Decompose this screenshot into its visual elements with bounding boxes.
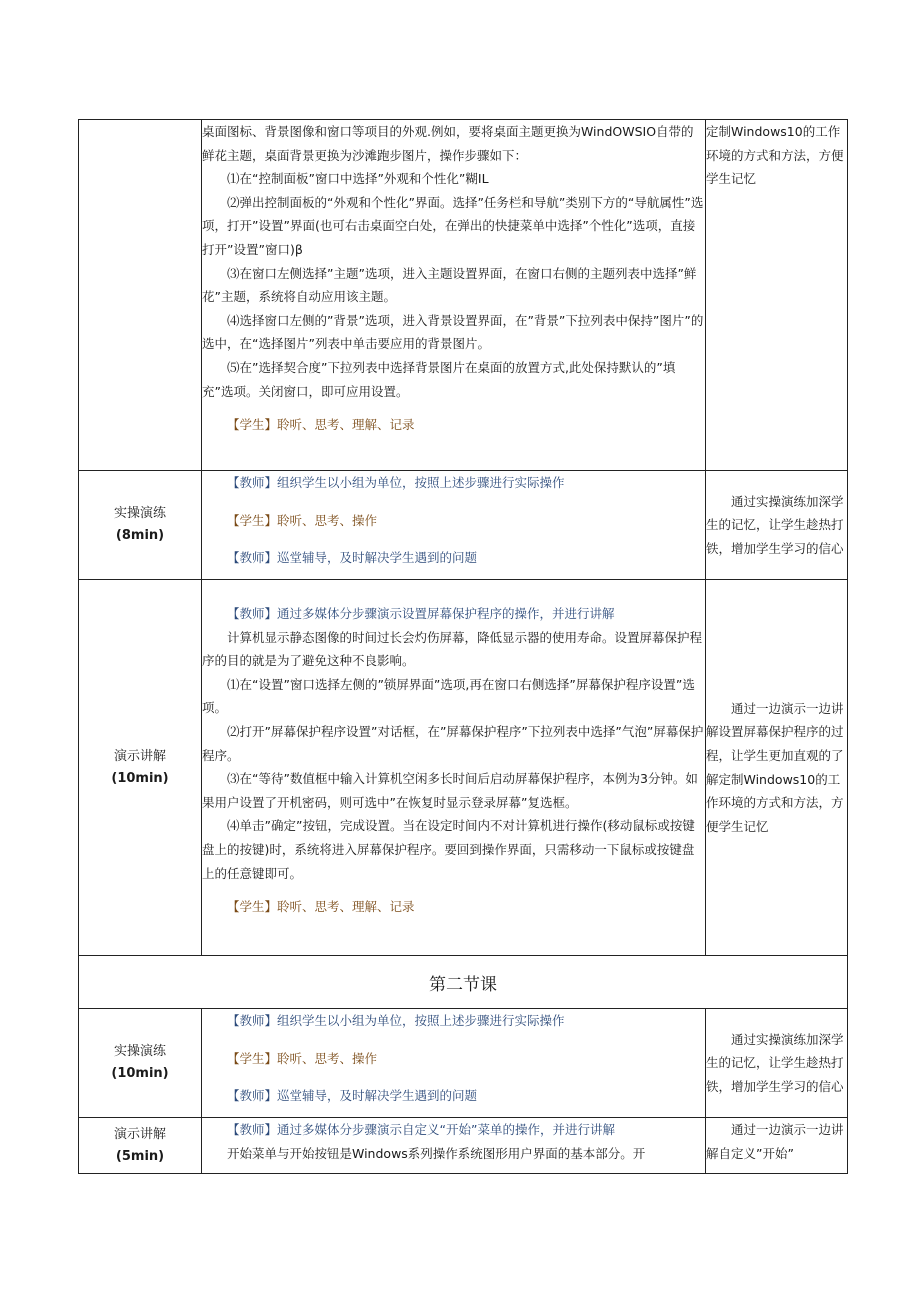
teacher-activity: 【教师】组织学生以小组为单位，按照上述步骤进行实际操作 bbox=[227, 475, 565, 490]
step-1: ⑴在“设置”窗口选择左侧的”锁屏界面”选项,再在窗口右侧选择”屏幕保护程序设置”选项。 bbox=[202, 676, 695, 716]
step-3: ⑶在“等待”数值框中输入计算机空闲多长时间后启动屏幕保护程序，本例为3分钟。如果用户设置了开机密码，则可选中”在恢复时显示登录屏幕”复选框。 bbox=[202, 771, 698, 810]
stage-duration: (10min) bbox=[111, 770, 169, 786]
student-activity: 【学生】聆听、思考、操作 bbox=[227, 1050, 378, 1066]
teacher-activity: 【教师】通过多媒体分步骤演示自定义“开始”菜单的操作，并进行讲解 bbox=[227, 1122, 615, 1137]
teacher-activity: 【教师】巡堂辅导，及时解决学生遇到的问题 bbox=[227, 550, 478, 566]
stage-duration: (10min) bbox=[111, 1066, 169, 1081]
stage-duration: (5min) bbox=[115, 1148, 165, 1164]
step-2: ⑵打开”屏幕保护程序设置”对话框，在”屏幕保护程序”下拉列表中选择”气泡”屏幕保护程序。 bbox=[202, 723, 704, 763]
teacher-activity: 【教师】巡堂辅导，及时解决学生遇到的问题 bbox=[227, 1088, 478, 1104]
stage-duration: (8min) bbox=[115, 528, 165, 543]
aim-text: 通过一边演示一边讲解设置屏幕保护程序的过程，让学生更加直观的了解定制Windows10的工作环境的方式和方法，方便学生记忆 bbox=[706, 700, 844, 834]
aim-cell bbox=[706, 471, 848, 580]
stage-label: 实操演练 bbox=[113, 1044, 166, 1059]
step-5: ⑸在”选择契合度”下拉列表中选择背景图片在桌面的放置方式,此处保持默认的”填充”选项。关闭窗口，即可应用设置。 bbox=[202, 359, 676, 399]
stage-cell bbox=[79, 1009, 202, 1118]
aim-text: 通过实操演练加深学生的记忆，让学生趁热打铁，增加学生学习的信心 bbox=[706, 1031, 844, 1094]
teacher-activity: 【教师】组织学生以小组为单位，按照上述步骤进行实际操作 bbox=[227, 1013, 565, 1028]
aim-cell bbox=[706, 580, 848, 956]
content-cell bbox=[202, 1118, 706, 1174]
step-2: ⑵弹出控制面板的“外观和个性化”界面。选择”任务栏和导航”类别下方的“导航属性”选项，打开”设置”界面(也可右击桌面空白处，在弹出的快捷菜单中选择”个性化”选项，直接打开”设置”窗口)β bbox=[202, 194, 704, 257]
teacher-activity: 【教师】通过多媒体分步骤演示设置屏幕保护程序的操作，并进行讲解 bbox=[227, 606, 615, 621]
aim-cell bbox=[706, 120, 848, 471]
row-practice-2 bbox=[79, 1009, 848, 1118]
aim-text: 定制Windows10的工作环境的方式和方法，方便学生记忆 bbox=[706, 124, 844, 187]
step-4: ⑷单击”确定”按钮，完成设置。当在设定时间内不对计算机进行操作(移动鼠标或按键盘上的按键)时，系统将进入屏幕保护程序。要回到操作界面，只需移动一下鼠标或按键盘上的任意键即可。 bbox=[202, 818, 695, 881]
step-3: ⑶在窗口左侧选择”主题”选项，进入主题设置界面，在窗口右侧的主题列表中选择”鲜花”主题，系统将自动应用该主题。 bbox=[202, 265, 697, 305]
student-activity: 【学生】聆听、思考、理解、记录 bbox=[227, 899, 415, 915]
section-title: 第二节课 bbox=[79, 956, 848, 1009]
row-demo-screensaver bbox=[79, 580, 848, 956]
stage-cell-empty bbox=[79, 120, 202, 471]
content-cell bbox=[202, 120, 706, 471]
stage-cell bbox=[79, 471, 202, 580]
aim-cell bbox=[706, 1009, 848, 1118]
content-paragraph: 开始菜单与开始按钮是Windows系列操作系统图形用户界面的基本部分。开 bbox=[227, 1145, 646, 1161]
lesson-plan-table bbox=[78, 119, 848, 1174]
stage-cell bbox=[79, 1118, 202, 1174]
stage-label: 演示讲解 bbox=[113, 748, 166, 764]
aim-cell bbox=[706, 1118, 848, 1174]
step-1: ⑴在“控制面板”窗口中选择”外观和个性化”糊IL bbox=[227, 171, 489, 187]
stage-label: 演示讲解 bbox=[113, 1126, 166, 1142]
content-cell bbox=[202, 471, 706, 580]
aim-text: 通过一边演示一边讲解自定义”开始” bbox=[706, 1122, 844, 1161]
row-practice-1 bbox=[79, 471, 848, 580]
content-cell bbox=[202, 580, 706, 956]
stage-label: 实操演练 bbox=[113, 506, 166, 521]
aim-text: 通过实操演练加深学生的记忆，让学生趁热打铁，增加学生学习的信心 bbox=[706, 493, 844, 556]
stage-cell bbox=[79, 580, 202, 956]
step-4: ⑷选择窗口左侧的”背景”选项，进入背景设置界面，在”背景”下拉列表中保持”图片”的选中，在“选择图片”列表中单击要应用的背景图片。 bbox=[202, 312, 704, 352]
content-paragraph: 桌面图标、背景图像和窗口等项目的外观.例如，要将桌面主题更换为WindOWSIO自带的鲜花主题，桌面背景更换为沙滩跑步图片，操作步骤如下： bbox=[202, 124, 694, 163]
row-theme-setup bbox=[79, 120, 848, 471]
content-cell bbox=[202, 1009, 706, 1118]
row-demo-start-menu bbox=[79, 1118, 848, 1174]
content-paragraph: 计算机显示静态图像的时间过长会灼伤屏幕，降低显示器的使用寿命。设置屏幕保护程序的目的就是为了避免这种不良影响。 bbox=[202, 629, 703, 669]
student-activity: 【学生】聆听、思考、操作 bbox=[227, 512, 378, 528]
student-activity: 【学生】聆听、思考、理解、记录 bbox=[227, 417, 415, 433]
row-section-title bbox=[79, 956, 848, 1009]
